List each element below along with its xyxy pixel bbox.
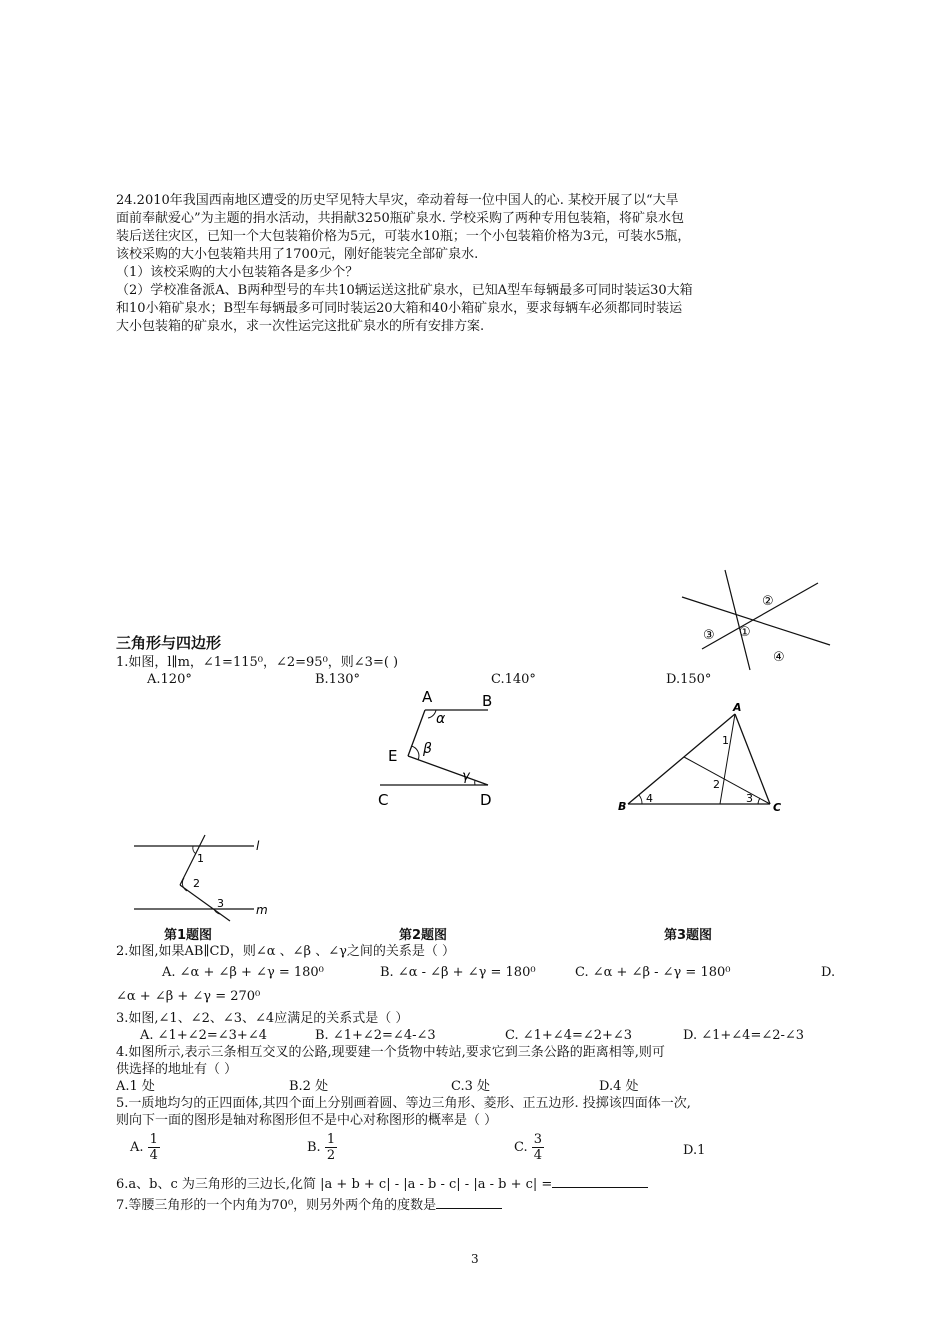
q3-option-d: D. ∠1+∠4=∠2-∠3: [683, 1028, 805, 1043]
q24-line-1: 24.2010年我国西南地区遭受的历史罕见特大旱灾，牵动着每一位中国人的心. 某校开展了以“大旱: [116, 193, 679, 208]
q24-line-8: 大小包装箱的矿泉水，求一次性运完这批矿泉水的所有安排方案.: [116, 319, 485, 334]
q4-option-b: B.2 处: [289, 1079, 329, 1094]
q1-option-d: D.150°: [666, 672, 712, 687]
q4-line-1: 4.如图所示,表示三条相互交叉的公路,现要建一个货物中转站,要求它到三条公路的距离相等,则可: [116, 1045, 665, 1060]
angle-3-label: 3: [217, 897, 224, 910]
q4-line-2: 供选择的地址有（ ）: [116, 1062, 238, 1077]
q6: [116, 1175, 648, 1193]
q5-option-b-label: B.: [307, 1140, 321, 1155]
q2-option-b: B. ∠α - ∠β + ∠γ = 180⁰: [380, 965, 536, 980]
q6-stem: 6.a、b、c 为三角形的三边长,化简 |a + b + c| - |a - b - c| - |a - b + c| =: [116, 1177, 553, 1192]
page-number: 3: [471, 1252, 479, 1266]
angle-4-label: 4: [646, 792, 653, 805]
q7: [116, 1196, 502, 1214]
q1-stem: 1.如图，l∥m，∠1=115⁰，∠2=95⁰，则∠3=( ): [116, 655, 399, 670]
q7-stem: 7.等腰三角形的一个内角为70⁰，则另外两个角的度数是: [116, 1198, 437, 1213]
q2-option-d: ∠α + ∠β + ∠γ = 270⁰: [116, 989, 261, 1004]
point-d-label: D: [480, 791, 492, 809]
q24-line-7: 和10小箱矿泉水；B型车每辆最多可同时装运20大箱和40小箱矿泉水，要求每辆车必须都同时装运: [116, 301, 683, 316]
q5-option-a-label: A.: [130, 1140, 144, 1155]
q5-option-b-fraction: [325, 1132, 337, 1163]
figure-three-roads: [670, 565, 840, 675]
q4-option-a: A.1 处: [116, 1079, 155, 1094]
vertex-c-label: C: [773, 801, 782, 814]
q5-line-2: 则向下一面的图形是轴对称图形但不是中心对称图形的概率是（ ）: [116, 1113, 498, 1128]
q24-line-4: 该校采购的大小包装箱共用了1700元，刚好能装完全部矿泉水.: [116, 247, 479, 262]
angle-1-label: 1: [197, 852, 204, 865]
q5-option-b: [307, 1132, 337, 1163]
q5-option-b-denominator: 2: [326, 1148, 336, 1163]
angle-1-label: 1: [722, 734, 729, 747]
q4-option-c: C.3 处: [451, 1079, 491, 1094]
q7-answer-blank[interactable]: [436, 1196, 502, 1209]
vertex-b-label: B: [618, 800, 627, 813]
point-b-label: B: [482, 692, 493, 710]
q1-option-b: B.130°: [315, 672, 360, 687]
q5-option-a: [130, 1132, 160, 1163]
q5-option-c-numerator: 3: [533, 1132, 543, 1147]
q5-option-d: D.1: [683, 1143, 706, 1158]
q5-option-a-fraction: [148, 1132, 160, 1163]
q3-option-c: C. ∠1+∠4=∠2+∠3: [505, 1028, 633, 1043]
q5-option-c-fraction: [532, 1132, 544, 1163]
q2-option-d-label: D.: [821, 965, 836, 980]
angle-gamma-label: γ: [462, 769, 470, 784]
caption-figure-3: 第3题图: [664, 928, 713, 943]
q5-option-b-numerator: 1: [326, 1132, 336, 1147]
q24-line-3: 装后送往灾区，已知一个大包装箱价格为5元，可装水10瓶；一个小包装箱价格为3元，可装水5瓶，: [116, 229, 691, 244]
figure-question-1: [130, 835, 270, 925]
angle-2-label: 2: [193, 877, 200, 890]
q2-stem: 2.如图,如果AB∥CD，则∠α 、∠β 、∠γ之间的关系是（ ）: [116, 944, 455, 959]
vertex-a-label: A: [733, 701, 742, 714]
section-title: 三角形与四边形: [116, 634, 222, 652]
q24-line-5: （1）该校采购的大小包装箱各是多少个？: [116, 265, 359, 280]
line-l-label: l: [256, 839, 260, 853]
q1-option-a: A.120°: [147, 672, 192, 687]
caption-figure-1: 第1题图: [164, 928, 213, 943]
region-label-2: ②: [762, 594, 774, 609]
q3-option-a: A. ∠1+∠2=∠3+∠4: [140, 1028, 267, 1043]
angle-alpha-label: α: [436, 711, 446, 727]
point-c-label: C: [378, 791, 389, 809]
point-a-label: A: [422, 688, 433, 706]
line-m-label: m: [256, 903, 268, 917]
q2-option-c: C. ∠α + ∠β - ∠γ = 180⁰: [575, 965, 731, 980]
q5-option-c-label: C.: [514, 1140, 528, 1155]
q24-line-6: （2）学校准备派A、B两种型号的车共10辆运送这批矿泉水，已知A型车每辆最多可同时装运30大箱: [116, 283, 693, 298]
q5-line-1: 5.一质地均匀的正四面体,其四个面上分别画着圆、等边三角形、菱形、正五边形. 投掷该四面体一次,: [116, 1096, 691, 1111]
angle-3-label: 3: [746, 792, 753, 805]
q5-option-a-numerator: 1: [149, 1132, 158, 1147]
caption-figure-2: 第2题图: [399, 928, 448, 943]
angle-beta-label: β: [423, 741, 432, 757]
region-label-1: ①: [739, 625, 751, 640]
figure-question-2: [370, 688, 510, 810]
q3-option-b: B. ∠1+∠2=∠4-∠3: [315, 1028, 436, 1043]
angle-2-label: 2: [713, 778, 720, 791]
q5-option-a-denominator: 4: [149, 1148, 158, 1163]
q1-option-c: C.140°: [491, 672, 536, 687]
figure-question-3: [612, 700, 792, 815]
q5-option-c: [514, 1132, 544, 1163]
region-label-4: ④: [773, 650, 785, 665]
q24-line-2: 面前奉献爱心”为主题的捐水活动，共捐献3250瓶矿泉水. 学校采购了两种专用包装箱，将矿泉水包: [116, 211, 684, 226]
q3-stem: 3.如图,∠1、∠2、∠3、∠4应满足的关系式是（ ）: [116, 1011, 409, 1026]
q2-option-a: A. ∠α + ∠β + ∠γ = 180⁰: [162, 965, 324, 980]
point-e-label: E: [388, 747, 398, 765]
q4-option-d: D.4 处: [599, 1079, 639, 1094]
q6-answer-blank[interactable]: [552, 1175, 648, 1188]
region-label-3: ③: [703, 628, 715, 643]
q5-option-c-denominator: 4: [533, 1148, 543, 1163]
